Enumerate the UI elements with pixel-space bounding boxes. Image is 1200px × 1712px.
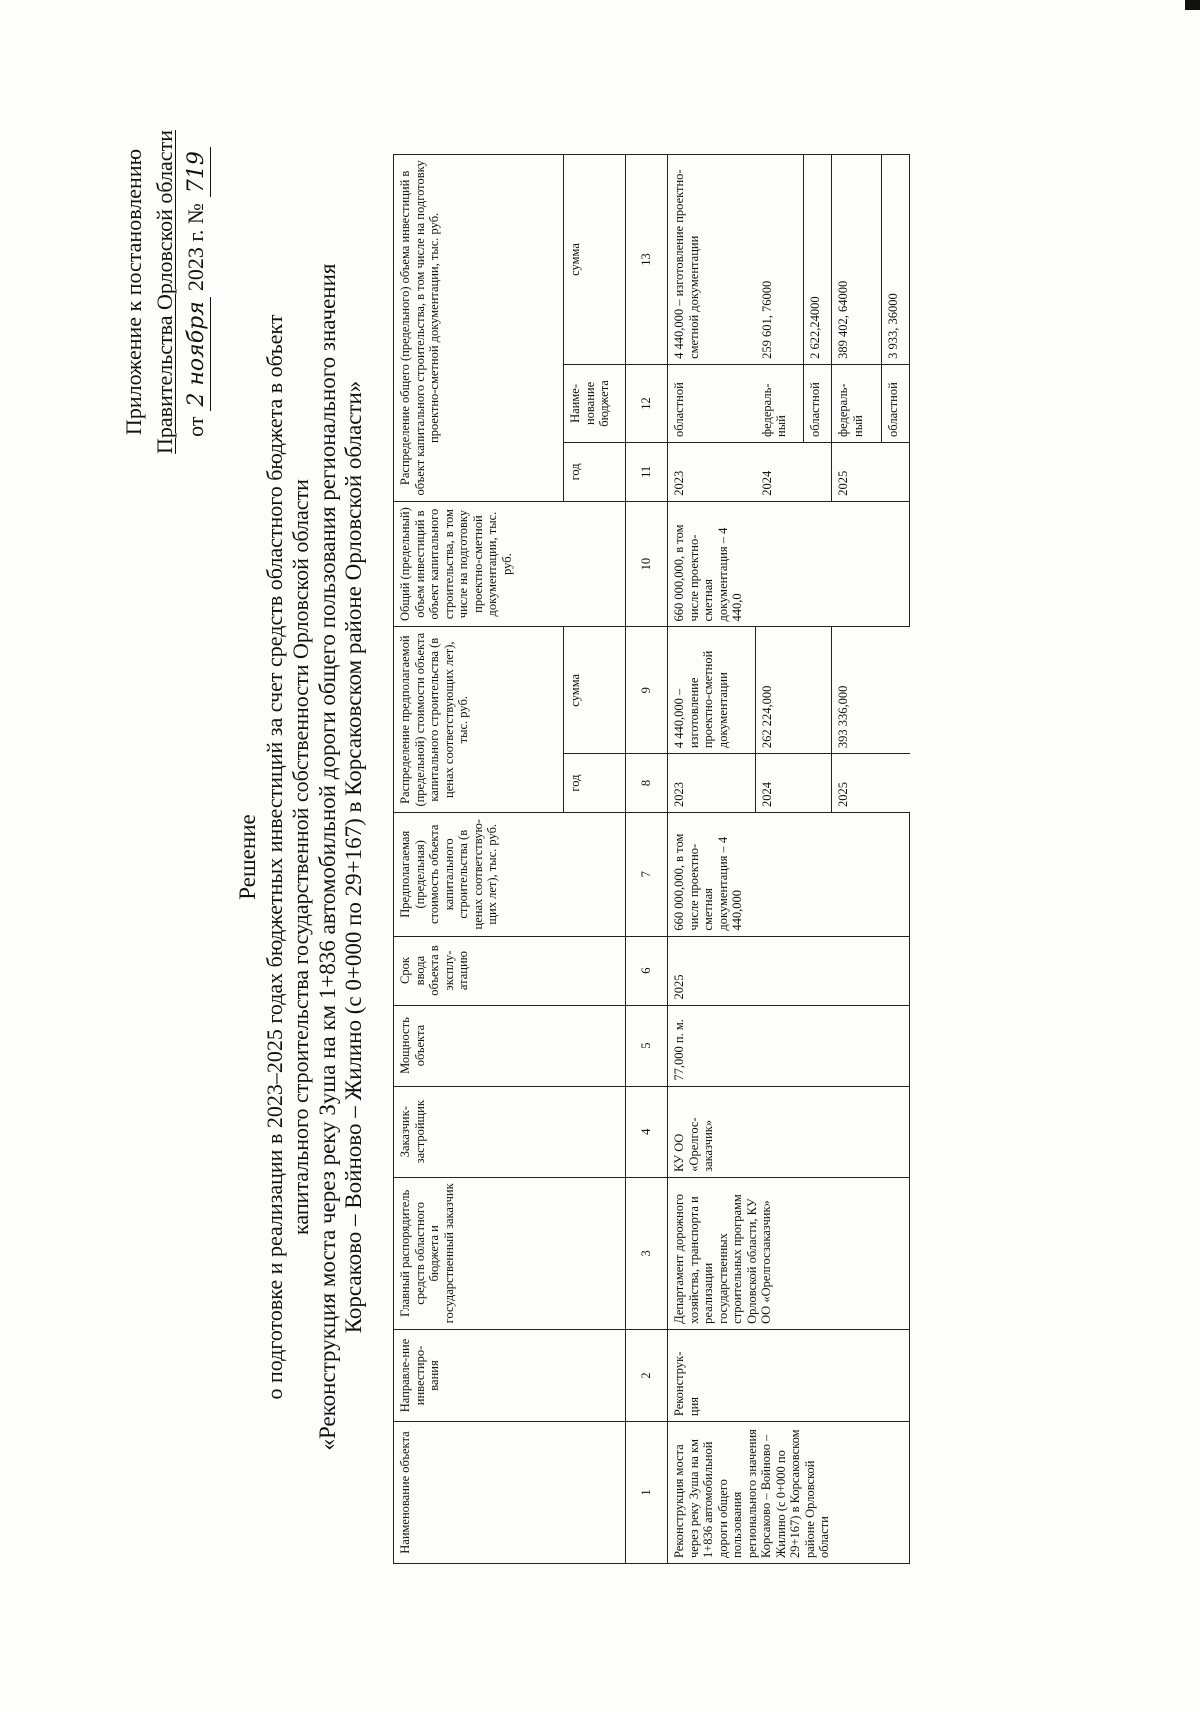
column-number: 9: [626, 627, 668, 754]
title-heading: Решение: [235, 814, 260, 900]
column-number: 4: [626, 1086, 668, 1177]
estimated-cost: 660 000,000, в том числе проектно-сметная документация – 4 440,000: [668, 812, 910, 936]
data-row-2023: [668, 155, 756, 1564]
column-number: 6: [626, 936, 668, 1005]
inv-budget-2025-regional: областной: [882, 364, 910, 442]
inv-sum-2025-federal: 389 402, 64000: [832, 155, 882, 365]
column-number: 5: [626, 1005, 668, 1086]
column-number: 7: [626, 812, 668, 936]
column-number: 1: [626, 1422, 668, 1564]
approval-stamp: [118, 57, 211, 527]
header-manager: Главный распорядитель средств областного бюджета и государственный заказчик: [394, 1177, 626, 1329]
scan-edge-mark: [1185, 0, 1200, 10]
cost-sum-2023: 4 440,000 – изготовление проектно-сметной документации: [668, 627, 756, 754]
cost-year-2023: 2023: [668, 754, 756, 813]
cost-sum-2024: 262 224,000: [756, 627, 832, 754]
approval-date: [180, 57, 211, 527]
subheader-sum: сумма: [564, 627, 626, 754]
inv-sum-2023: 4 440,000 – изготовление проектно-сметной документации: [668, 155, 756, 365]
column-number-row: [626, 155, 668, 1564]
subheader-year-2: год: [564, 442, 626, 501]
object-capacity: 77,000 п. м.: [668, 1005, 910, 1086]
subheader-budget: Наиме-нование бюджета: [564, 364, 626, 442]
investment-table: [393, 154, 910, 1564]
commissioning-year: 2025: [668, 936, 910, 1005]
document-title: [235, 152, 368, 1562]
cost-year-2024: 2024: [756, 754, 832, 813]
budget-manager: Департамент дорожного хозяйства, транспорта и реализации государственных строительных программ Орловской области, КУ ОО «Орелгосзаказчик»: [668, 1177, 910, 1329]
object-name: Реконструкция моста через реку Зуша на км 1+836 автомобильной дороги общего пользования регионального значения Корсаково – Войново – Жилино (с 0+000 по 29+167) в Корсаковском районе Орловской области: [668, 1422, 910, 1564]
date-year: 2023 г. №: [183, 203, 208, 292]
header-direction: Направле-ние инвестиро-вания: [394, 1329, 626, 1421]
decree-number-handwritten: 719: [184, 147, 211, 197]
header-cost-distribution: Распределение предполагаемой (предельной) стоимости объекта капитального строительства (в ценах соответствующих лет), тыс. руб.: [394, 627, 564, 813]
subheader-sum-2: сумма: [564, 155, 626, 365]
column-number: 11: [626, 442, 668, 501]
inv-year-2023: 2023: [668, 442, 756, 501]
approval-line-2: Правительства Орловской области: [152, 130, 177, 454]
investment-direction: Реконструк-ция: [668, 1329, 910, 1421]
inv-year-2024: 2024: [756, 442, 832, 501]
column-number: 8: [626, 754, 668, 813]
header-capacity: Мощность объекта: [394, 1005, 626, 1086]
header-customer: Заказчик-застройщик: [394, 1086, 626, 1177]
approval-line-1: Приложение к постановлению: [121, 148, 146, 436]
column-number: 12: [626, 364, 668, 442]
inv-budget-2024-federal: федераль-ный: [756, 364, 804, 442]
title-line-1: о подготовке и реализации в 2023–2025 годах бюджетных инвестиций за счет средств областного бюджета в объект: [261, 314, 287, 1400]
developer-customer: КУ ОО «Орелгос-заказчик»: [668, 1086, 910, 1177]
column-number: 2: [626, 1329, 668, 1421]
inv-budget-2023: областной: [668, 364, 756, 442]
inv-budget-2024-regional: областной: [804, 364, 832, 442]
title-line-4: Корсаково – Войново – Жилино (с 0+000 по 29+167) в Корсаковском районе Орловской области»: [341, 380, 366, 1334]
column-number: 10: [626, 501, 668, 627]
header-cost: Предполагаемая (предельная) стоимость объекта капитального строительства (в ценах соответствую-щих лет), тыс. руб.: [394, 812, 626, 936]
header-deadline: Срок ввода объекта в эксплу-атацию: [394, 936, 626, 1005]
cost-year-2025: 2025: [832, 754, 910, 813]
date-prefix: от: [183, 416, 208, 437]
inv-budget-2025-federal: федераль-ный: [832, 364, 882, 442]
inv-sum-2024-regional: 2 622,24000: [804, 155, 832, 365]
header-investment-distribution: Распределение общего (предельного) объема инвестиций в объект капитального строительства, в том числе на подготовку проектно-сметной документации, тыс. руб.: [394, 155, 564, 502]
header-total-investment: Общий (предельный) объем инвестиций в объект капитального строительства, в том числе на подготовку проектно-сметной документации, тыс. руб.: [394, 501, 626, 627]
inv-sum-2024-federal: 259 601, 76000: [756, 155, 804, 365]
column-number: 3: [626, 1177, 668, 1329]
column-number: 13: [626, 155, 668, 365]
inv-sum-2025-regional: 3 933, 36000: [882, 155, 910, 365]
total-investment: 660 000,000, в том числе проектно-сметная документация – 4 440,0: [668, 501, 910, 627]
header-row: [394, 155, 564, 1564]
cost-sum-2025: 393 336,000: [832, 627, 910, 754]
subheader-year: год: [564, 754, 626, 813]
title-line-2: капитального строительства государственной собственности Орловской области: [288, 479, 313, 1235]
title-line-3: «Реконструкция моста через реку Зуша на км 1+836 автомобильной дороги общего пользования регионального значения: [314, 263, 340, 1451]
inv-year-2025: 2025: [832, 442, 910, 501]
date-day-month-handwritten: 2 ноября: [184, 297, 211, 410]
header-object-name: Наименование объекта: [394, 1422, 626, 1564]
